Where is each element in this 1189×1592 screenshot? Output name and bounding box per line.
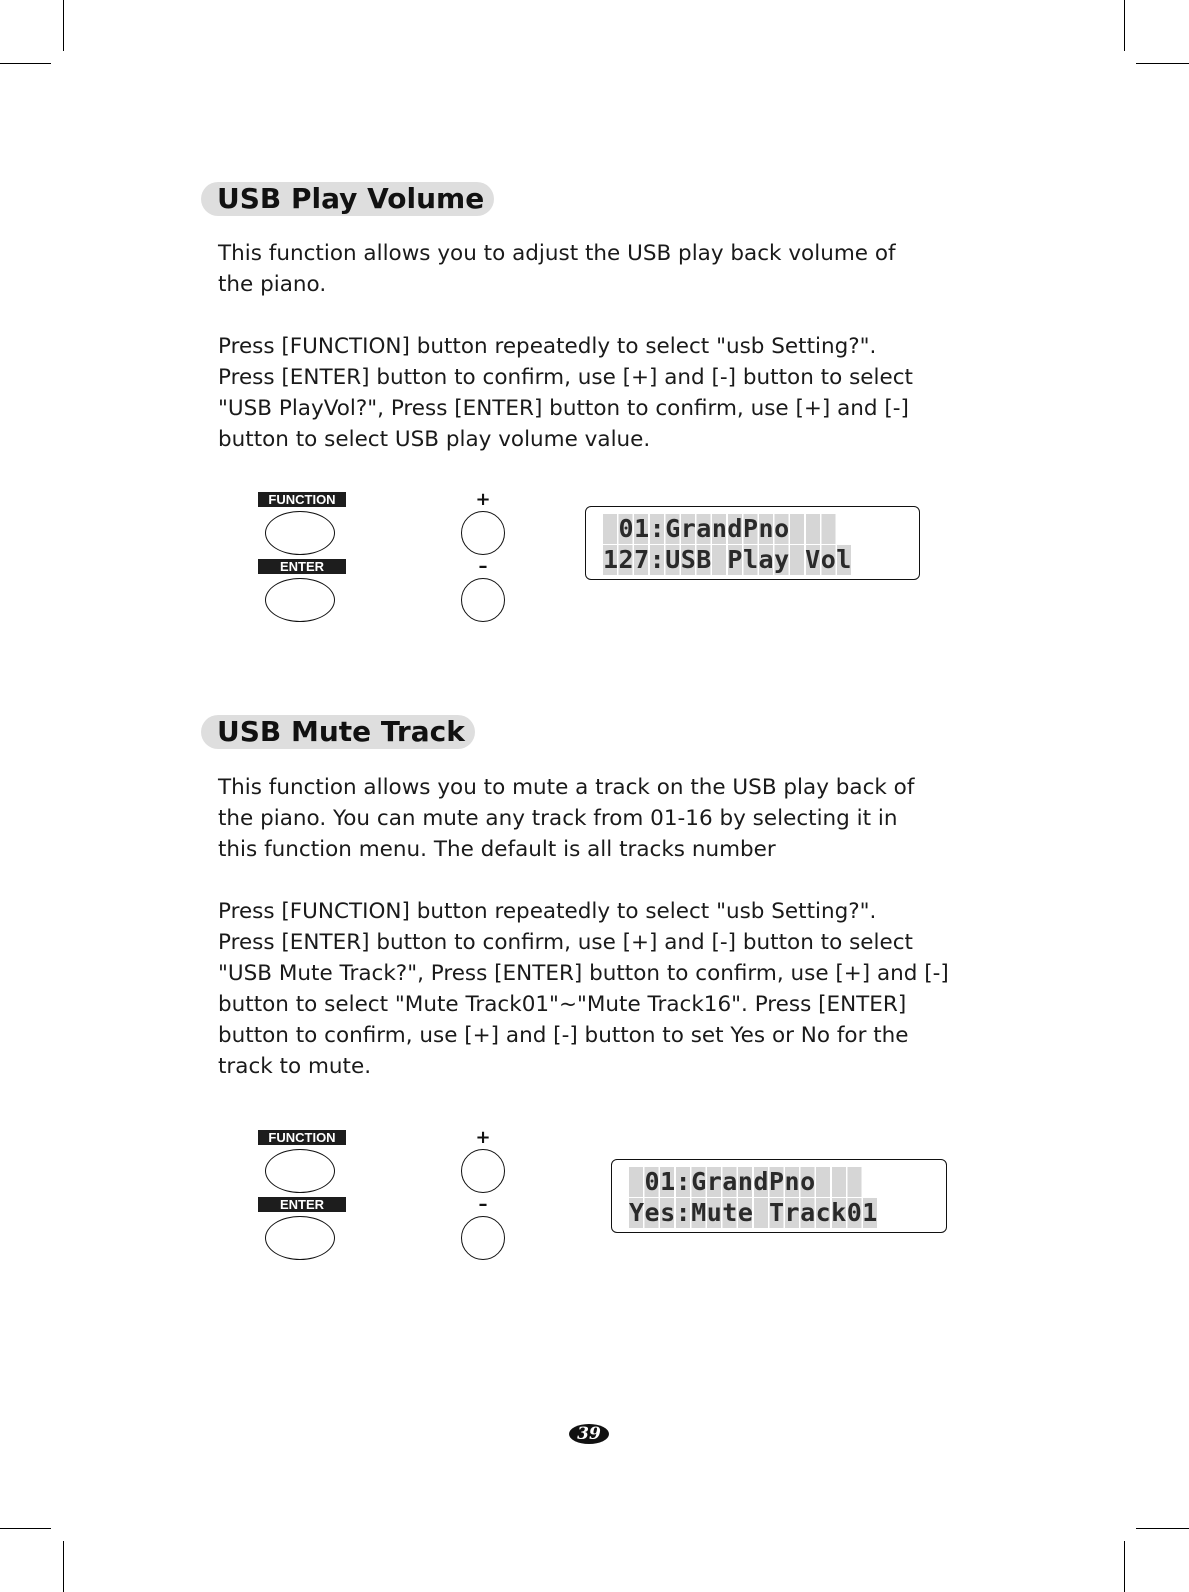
crop-mark xyxy=(1124,0,1125,51)
enter-button-label: ENTER xyxy=(258,559,346,574)
text-line: "USB PlayVol?", Press [ENTER] button to confirm, use [+] and [-] xyxy=(218,396,909,421)
enter-button xyxy=(265,578,335,622)
minus-button xyxy=(461,578,505,622)
function-button-label: FUNCTION xyxy=(258,492,346,507)
crop-mark xyxy=(0,1528,51,1529)
text-line: Press [ENTER] button to confirm, use [+] and [-] button to select xyxy=(218,365,913,390)
page-number: 39 xyxy=(569,1424,609,1444)
section-intro xyxy=(218,238,1078,455)
crop-mark xyxy=(63,1541,64,1592)
crop-mark xyxy=(1136,1528,1189,1529)
text-line: the piano. xyxy=(218,272,327,297)
text-line: button to select "Mute Track01"~"Mute Track16". Press [ENTER] xyxy=(218,992,907,1017)
minus-button xyxy=(461,1216,505,1260)
function-button xyxy=(265,1149,335,1193)
section-intro xyxy=(218,772,1078,1082)
lcd-line-1: 01:GrandPno xyxy=(603,514,837,543)
lcd-display xyxy=(585,506,920,580)
text-line: track to mute. xyxy=(218,1054,372,1079)
minus-label: – xyxy=(478,1194,488,1215)
enter-button-label: ENTER xyxy=(258,1197,346,1212)
plus-button xyxy=(461,511,505,555)
crop-mark xyxy=(63,0,64,51)
lcd-line-2: 127:USB Play Vol xyxy=(603,545,852,574)
text-line: button to confirm, use [+] and [-] button to set Yes or No for the xyxy=(218,1023,909,1048)
section-heading-usb-play-volume: USB Play Volume xyxy=(201,182,494,216)
crop-mark xyxy=(1136,63,1189,64)
function-button-label: FUNCTION xyxy=(258,1130,346,1145)
plus-button xyxy=(461,1149,505,1193)
text-line: This function allows you to mute a track on the USB play back of xyxy=(218,775,915,800)
plus-label: + xyxy=(475,1127,491,1148)
lcd-line-2: Yes:Mute Track01 xyxy=(629,1198,878,1227)
text-line: button to select USB play volume value. xyxy=(218,427,651,452)
text-line: Press [FUNCTION] button repeatedly to select "usb Setting?". xyxy=(218,899,877,924)
text-line: This function allows you to adjust the USB play back volume of xyxy=(218,241,896,266)
plus-label: + xyxy=(475,489,491,510)
minus-label: – xyxy=(478,556,488,577)
lcd-display xyxy=(611,1159,947,1233)
crop-mark xyxy=(1124,1541,1125,1592)
enter-button xyxy=(265,1216,335,1260)
text-line: Press [ENTER] button to confirm, use [+] and [-] button to select xyxy=(218,930,913,955)
section-heading-usb-mute-track: USB Mute Track xyxy=(201,715,475,749)
text-line: Press [FUNCTION] button repeatedly to select "usb Setting?". xyxy=(218,334,877,359)
function-button xyxy=(265,511,335,555)
lcd-line-1: 01:GrandPno xyxy=(629,1167,863,1196)
text-line: "USB Mute Track?", Press [ENTER] button to confirm, use [+] and [-] xyxy=(218,961,949,986)
crop-mark xyxy=(0,63,51,64)
text-line: the piano. You can mute any track from 01-16 by selecting it in xyxy=(218,806,898,831)
text-line: this function menu. The default is all tracks number xyxy=(218,837,776,862)
